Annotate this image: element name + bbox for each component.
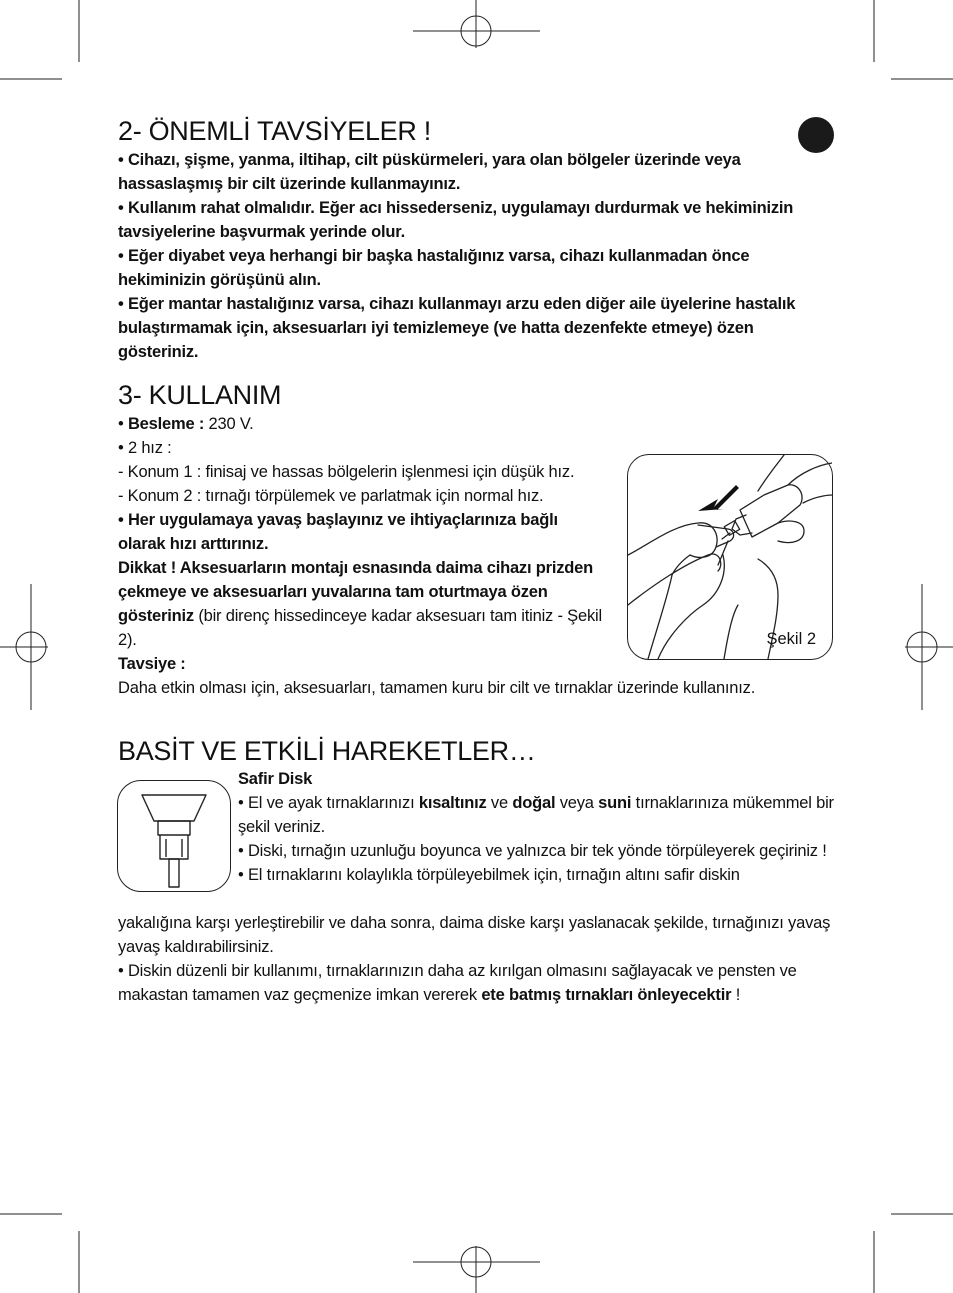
- advice-text: Daha etkin olması için, aksesuarları, tamamen kuru bir cilt ve tırnaklar üzerinde kullanınız.: [118, 679, 756, 697]
- section-important-advice: [118, 114, 833, 364]
- bullet: • Diski, tırnağın uzunluğu boyunca ve yalnızca bir tek yönde törpüleyerek geçiriniz !: [238, 842, 827, 860]
- tip-bullet: • Her uygulamaya yavaş başlayınız ve ihtiyaçlarınıza bağlı olarak hızı arttırınız.: [118, 511, 558, 553]
- bullet: • Diskin düzenli bir kullanımı, tırnaklarınızın daha az kırılgan olmasını sağlayacak ve pensten ve makastan tamamen vaz geçmenize imkan vererek ete batmış tırnakları önleyecektir !: [118, 962, 797, 1004]
- section-heading: 2- ÖNEMLİ TAVSİYELER !: [118, 116, 431, 146]
- position-2: - Konum 2 : tırnağı törpülemek ve parlatmak için normal hız.: [118, 487, 544, 505]
- section-heading: 3- KULLANIM: [118, 380, 282, 410]
- sapphire-disk-icon: [118, 781, 230, 891]
- warning-text: Dikkat ! Aksesuarların montajı esnasında daima cihazı prizden çekmeye ve aksesuarları yuvalarına tam oturtmaya özen gösteriniz (bir direnç hissedinceye kadar aksesuarı tam itiniz - Şekil 2).: [118, 559, 602, 649]
- sapphire-disk-text: [238, 767, 838, 887]
- subheading: Safir Disk: [238, 770, 313, 788]
- bullet: • Eğer mantar hastalığınız varsa, cihazı kullanmayı arzu eden diğer aile üyelerine hastalık bulaştırmamak için, aksesuarları iyi temizlemeye (ve hatta dezenfekte etmeye) özen gösteriniz.: [118, 295, 796, 361]
- section-heading: BASİT VE ETKİLİ HAREKETLER…: [118, 736, 536, 766]
- bullet: • El ve ayak tırnaklarınızı kısaltınız ve doğal veya suni tırnaklarınıza mükemmel bir şekil veriniz.: [238, 794, 834, 836]
- figure-caption: Şekil 2: [766, 630, 816, 648]
- bullet: • Kullanım rahat olmalıdır. Eğer acı hissederseniz, uygulamayı durdurmak ve hekiminizin tavsiyelerine başvurmak yerinde olur.: [118, 199, 794, 241]
- position-1: - Konum 1 : finisaj ve hassas bölgelerin işlenmesi için düşük hız.: [118, 463, 575, 481]
- hand-device-illustration: [628, 455, 832, 659]
- advice-label: Tavsiye :: [118, 655, 186, 673]
- supply-line: • Besleme : 230 V.: [118, 415, 254, 433]
- section-usage: [118, 378, 756, 700]
- bullet: • Eğer diyabet veya herhangi bir başka hastalığınız varsa, cihazı kullanmadan önce hekiminizin görüşünü alın.: [118, 247, 750, 289]
- bullet: • Cihazı, şişme, yanma, iltihap, cilt püskürmeleri, yara olan bölgeler üzerinde veya hassaslaşmış bir cilt üzerinde kullanmayınız.: [118, 151, 741, 193]
- bullet: • El tırnaklarını kolaylıkla törpüleyebilmek için, tırnağın altını safir diskin: [238, 866, 740, 884]
- figure-2-accessory-mounting: [627, 454, 833, 660]
- bullet-continuation: yakalığına karşı yerleştirebilir ve daha sonra, daima diske karşı yaslanacak şekilde, tırnağınızı yavaş yavaş kaldırabilirsiniz.: [118, 914, 831, 956]
- sapphire-disk-text-continued: [118, 911, 833, 1007]
- section-simple-movements: [118, 734, 833, 768]
- sapphire-disk-illustration: [117, 780, 231, 892]
- speed-line: • 2 hız :: [118, 439, 172, 457]
